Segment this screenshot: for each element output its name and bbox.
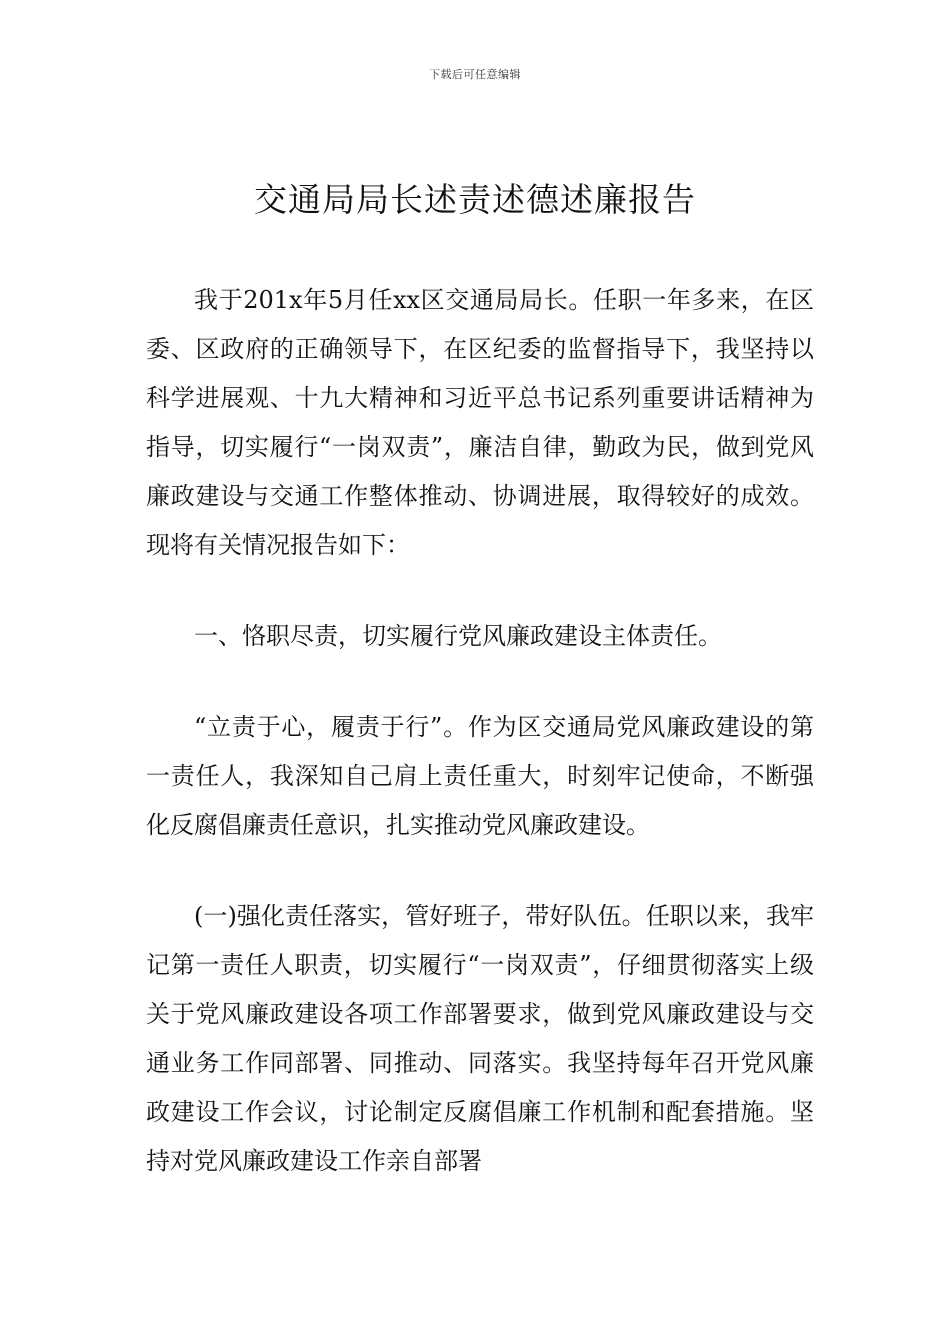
paragraph-responsibility: “立责于心，履责于行”。作为区交通局党风廉政建设的第一责任人，我深知自己肩上责任重大，时刻牢记使命，不断强化反腐倡廉责任意识，扎实推动党风廉政建设。 bbox=[146, 713, 814, 839]
paragraph-gap bbox=[146, 850, 814, 892]
paragraph-intro: 我于201x年5月任xx区交通局局长。任职一年多来，在区委、区政府的正确领导下，在区纪委的监督指导下，我坚持以科学进展观、十九大精神和习近平总书记系列重要讲话精神为指导，切实履行“一岗双责”，廉洁自律，勤政为民，做到党风廉政建设与交通工作整体推动、协调进展，取得较好的成效。现将有关情况报告如下： bbox=[146, 286, 814, 559]
header-note: 下载后可任意编辑 bbox=[429, 68, 521, 81]
paragraph-subsection-1: (一)强化责任落实，管好班子，带好队伍。任职以来，我牢记第一责任人职责，切实履行“一岗双责”，仔细贯彻落实上级关于党风廉政建设各项工作部署要求，做到党风廉政建设与交通业务工作同部署、同推动、同落实。我坚持每年召开党风廉政建设工作会议，讨论制定反腐倡廉工作机制和配套措施。坚持对党风廉政建设工作亲自部署 bbox=[146, 902, 814, 1175]
document-body bbox=[146, 276, 814, 1186]
document-title: 交通局局长述责述德述廉报告 bbox=[254, 180, 696, 219]
paragraph-gap bbox=[146, 570, 814, 612]
paragraph-gap bbox=[146, 661, 814, 703]
section-heading-1: 一、恪职尽责，切实履行党风廉政建设主体责任。 bbox=[194, 622, 722, 650]
